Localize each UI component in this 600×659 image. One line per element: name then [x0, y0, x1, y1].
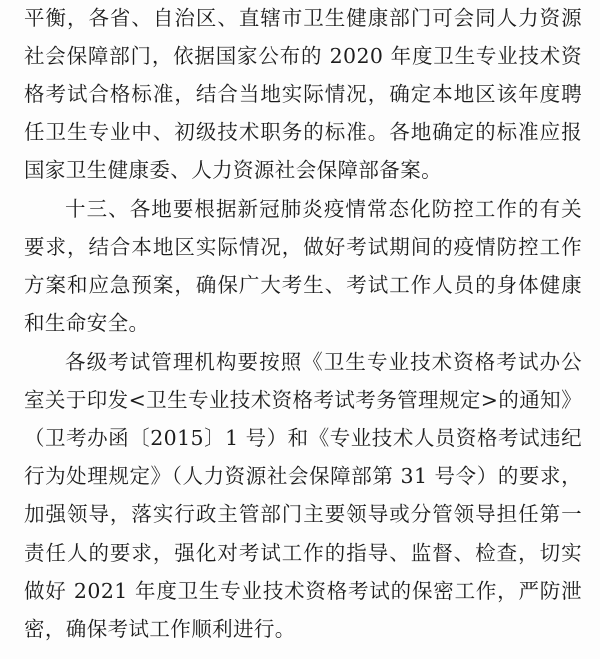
paragraph-line: 平衡，各省、自治区、直辖市卫生健康部门可会同人力资源: [24, 6, 582, 30]
paragraph-line: 密，确保考试工作顺利进行。: [24, 617, 296, 641]
paragraph-line: 社会保障部门，依据国家公布的 2020 年度卫生专业技术资: [24, 44, 582, 68]
paragraph-line: 国家卫生健康委、人力资源社会保障部备案。: [24, 158, 442, 182]
paragraph-line: 任卫生专业中、初级技术职务的标准。各地确定的标准应报: [24, 120, 582, 144]
paragraph-line: 加强领导，落实行政主管部门主要领导或分管领导担任第一: [24, 502, 582, 526]
paragraph-line: 行为处理规定》（人力资源社会保障部第 31 号令）的要求，: [24, 464, 582, 488]
paragraph-line: 格考试合格标准，结合当地实际情况，确定本地区该年度聘: [24, 82, 582, 106]
paragraph-line: 做好 2021 年度卫生专业技术资格考试的保密工作，严防泄: [24, 579, 582, 603]
paragraph-line: 方案和应急预案，确保广大考生、考试工作人员的身体健康: [24, 273, 582, 297]
paragraph-line: 十三、各地要根据新冠肺炎疫情常态化防控工作的有关: [65, 197, 582, 221]
paragraph-line: （卫考办函〔2015〕1 号）和《专业技术人员资格考试违纪: [24, 426, 582, 450]
paragraph-line: 要求，结合本地区实际情况，做好考试期间的疫情防控工作: [24, 235, 582, 259]
paragraph-line: 和生命安全。: [24, 311, 150, 335]
paragraph-line: 各级考试管理机构要按照《卫生专业技术资格考试办公: [65, 350, 582, 374]
paragraph-line: 室关于印发<卫生专业技术资格考试考务管理规定>的通知》: [24, 388, 582, 412]
paragraph-line: 责任人的要求，强化对考试工作的指导、监督、检查，切实: [24, 541, 582, 565]
